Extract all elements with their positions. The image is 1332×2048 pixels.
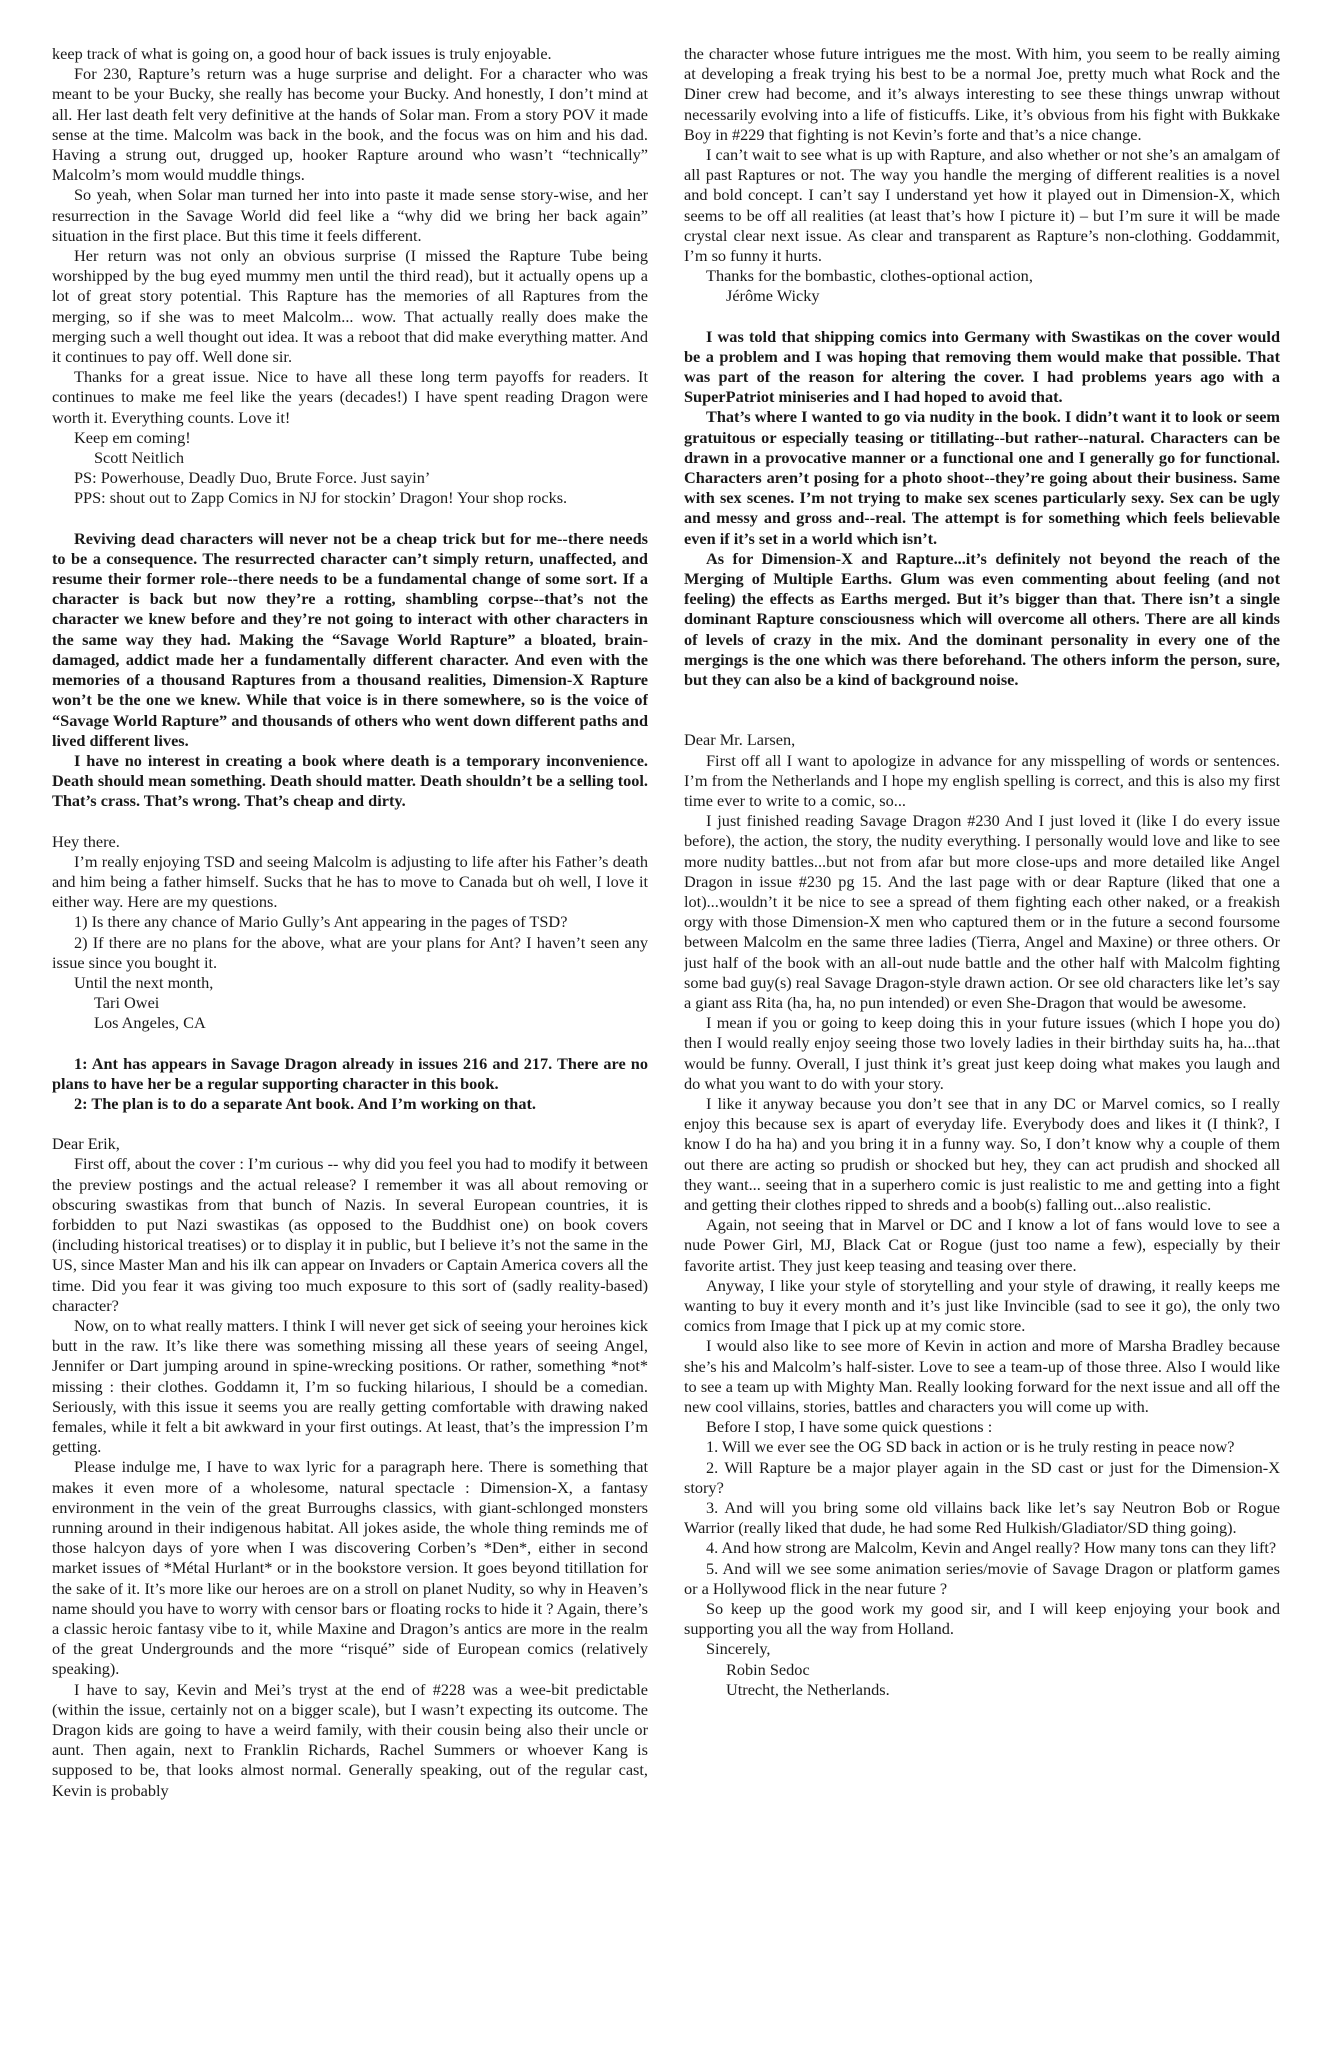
paragraph: Tari Owei (94, 993, 160, 1013)
paragraph: 2. Will Rapture be a major player again in the SD cast or just for the Dimension-X story? (684, 1457, 1280, 1497)
paragraph: Again, not seeing that in Marvel or DC and I know a lot of fans would love to see a nude Power Girl, MJ, Black Cat or Rogue (just too name a few), especially by their favorite artist. They just keep teasing and teasing over there. (684, 1215, 1280, 1275)
paragraph: Anyway, I like your style of storytelling and your style of drawing, it really keeps me wanting to buy it every month and it’s just like Invincible (sad to see it go), the only two comics from Image that I pick up at my comic store. (684, 1275, 1280, 1336)
paragraph: Thanks for the bombastic, clothes-optional action, (706, 266, 1033, 286)
paragraph: So yeah, when Solar man turned her into into paste it made sense story-wise, and her resurrection in the Savage World did feel like a “why did we bring her back again” situation in the first place. But this time it feels different. (52, 185, 648, 245)
paragraph: Scott Neitlich (94, 448, 184, 468)
paragraph-gap (52, 1034, 648, 1054)
right-column (684, 44, 1280, 2034)
paragraph: Now, on to what really matters. I think I will never get sick of seeing your heroines kick butt in the raw. It’s like there was something missing all these years of seeing Angel, Jennifer or Dart jumping around in spine-wrecking positions. Or rather, something *not* missing : their clothes. Goddamn it, I’m so fucking hilarious, I should be a comedian. Seriously, with this issue it seems you are really getting comfortable with drawing naked females, while it felt a bit awkward in your first outings. At least, that’s the impression I’m getting. (52, 1315, 648, 1457)
paragraph: 1) Is there any chance of Mario Gully’s Ant appearing in the pages of TSD? (74, 912, 568, 932)
paragraph: First off all I want to apologize in advance for any misspelling of words or sentences. I’m from the Netherlands and I hope my english spelling is correct, and this is also my first time ever to write to a comic, so... (684, 750, 1280, 810)
paragraph: Robin Sedoc (726, 1659, 810, 1679)
paragraph: 1: Ant has appears in Savage Dragon already in issues 216 and 217. There are no plans to have her be a regular supporting character in this book. (52, 1053, 648, 1093)
paragraph: I have no interest in creating a book where death is a temporary inconvenience. Death should mean something. Death should matter. Death shouldn’t be a selling tool. That’s crass. That’s wrong. That’s cheap and dirty. (52, 750, 648, 811)
paragraph: I like it anyway because you don’t see that in any DC or Marvel comics, so I really enjoy this because sex is apart of everyday life. Everybody does and likes it (I think?, I know I do ha ha) and you bring it in a funny way. So, I don’t know why a couple of them out there are acting so prudish or shocked but hey, they can act prudish and shocked all they want... seeing that in a superhero comic is just realistic to me and getting into a fight and getting their clothes ripped to shreds and a boob(s) falling out...also realistic. (684, 1093, 1280, 1214)
paragraph: the character whose future intrigues me the most. With him, you seem to be really aiming at developing a freak trying his best to be a normal Joe, pretty much what Rock and the Diner crew had become, and it’s always interesting to see these things unwrap without necessarily evolving into a life of fisticuffs. Like, it’s obvious from his fight with Bukkake Boy in #229 that fighting is not Kevin’s forte and that’s a nice change. (684, 44, 1280, 144)
paragraph: 2) If there are no plans for the above, what are your plans for Ant? I haven’t seen any issue since you bought it. (52, 932, 648, 972)
paragraph: 1. Will we ever see the OG SD back in action or is he truly resting in peace now? (706, 1437, 1235, 1457)
paragraph: I was told that shipping comics into Germany with Swastikas on the cover would be a problem and I was hoping that removing them would make that possible. That was part of the reason for altering the cover. I had problems years ago with a SuperPatriot miniseries and I had hoped to avoid that. (684, 326, 1280, 407)
paragraph: Sincerely, (706, 1639, 771, 1659)
paragraph: I can’t wait to see what is up with Rapture, and also whether or not she’s an amalgam of all past Raptures or not. The way you handle the merging of different realities is a novel and bold concept. I can’t say I understand yet how it played out in Dimension-X, which seems to be off all realities (at least that’s how I picture it) – but I’m sure it will be made crystal clear next issue. As clear and transparent as Rapture’s non-clothing. Goddammit, I’m so funny it hurts. (684, 145, 1280, 266)
paragraph: Please indulge me, I have to wax lyric for a paragraph here. There is something that makes it even more of a wholesome, natural spectacle : Dimension-X, a fantasy environment in the vein of the great Burroughs classics, with giant-schlonged monsters running around in their indigenous habitat. All jokes aside, the whole thing reminds me of those halcyon days of yore when I was discovering Corben’s *Den*, either in second market issues of *Métal Hurlant* or in the bookstore version. It goes beyond titillation for the sake of it. It’s more like our heroes are on a stroll on planet Nudity, so why in Heaven’s name should you have to worry with censor bars or floating rocks to hide it ? Again, there’s a classic heroic fantasy vibe to it, while Maxine and Dragon’s antics are more in the realm of the great Undergrounds and the more “risqué” side of European comics (relatively speaking). (52, 1457, 648, 1679)
paragraph: Until the next month, (74, 972, 214, 992)
paragraph: Before I stop, I have some quick questions : (706, 1417, 993, 1437)
left-column (52, 44, 648, 2034)
paragraph: For 230, Rapture’s return was a huge surprise and delight. For a character who was meant to be your Bucky, she really has become your Bucky. And honestly, I don’t mind at all. Her last death felt very definitive at the hands of Solar man. From a story POV it made sense at the time. Malcolm was back in the book, and the focus was on him and his dad. Having a strung out, drugged up, hooker Rapture around who wasn’t “technically” Malcolm’s mom would muddle things. (52, 64, 648, 185)
paragraph: I just finished reading Savage Dragon #230 And I just loved it (like I do every issue before), the action, the story, the nudity everything. I personally would love and like to see more nudity battles...but not from afar but more close-ups and more detailed like Angel Dragon in issue #230 pg 15. And the last page with or dear Rapture (liked that one a lot)...wouldn’t it be nice to see a spread of them fighting each other naked, or a freakish orgy with those Dimension-X men who captured them or in the future a second foursome between Malcolm en the same three ladies (Tierra, Angel and Maxine) or three others. Or just half of the book with an all-out nude battle and the other half with Malcolm fighting some bad guy(s) real Savage Dragon-style drawn action. Or see old characters like let’s say a giant ass Rita (ha, ha, no pun intended) or even She-Dragon that would be awesome. (684, 811, 1280, 1012)
paragraph: 5. And will we see some animation series/movie of Savage Dragon or platform games or a Hollywood flick in the near future ? (684, 1558, 1280, 1598)
paragraph: 3. And will you bring some old villains back like let’s say Neutron Bob or Rogue Warrior (really liked that dude, he had some Red Hulkish/Gladiator/SD thing going). (684, 1498, 1280, 1538)
paragraph: I mean if you or going to keep doing this in your future issues (which I hope you do) then I would really enjoy seeing those two lovely ladies in their birthday suits ha, ha...that would be funny. Overall, I just think it’s great just keep doing what makes you laugh and do what you want to do with your story. (684, 1013, 1280, 1093)
paragraph: Her return was not only an obvious surprise (I missed the Rapture Tube being worshipped by the bug eyed mummy men until the third read), but it actually opens up a lot of great story potential. This Rapture has the memories of all Raptures from the merging, so if she was to meet Malcolm... wow. That actually really does make the merging such a well thought out idea. It was a reboot that did make everything matter. And it continues to pay off. Well done sir. (52, 246, 648, 367)
paragraph: Jérôme Wicky (726, 286, 820, 306)
paragraph-gap (52, 509, 648, 529)
paragraph: As for Dimension-X and Rapture...it’s definitely not beyond the reach of the Merging of Multiple Earths. Glum was even commenting about feeling (and not feeling) the effects as Earths merged. But it’s bigger than that. There isn’t a single dominant Rapture consciousness which will overcome all others. There are all kinds of levels of crazy in the mix. And the dominant personality in every one of the mergings is the one which was there beforehand. The others inform the person, sure, but they can also be a kind of background noise. (684, 548, 1280, 690)
paragraph: Keep em coming! (74, 427, 191, 447)
paragraph: Utrecht, the Netherlands. (726, 1679, 890, 1699)
paragraph: I have to say, Kevin and Mei’s tryst at the end of #228 was a wee-bit predictable (within the issue, certainly not on a bigger scale), but I wasn’t expecting its outcome. The Dragon kids are going to have a weird family, with their cousin being also their uncle or aunt. Then again, next to Franklin Richards, Rachel Summers or whoever Kang is supposed to be, that looks almost normal. Generally speaking, out of the regular cast, Kevin is probably (52, 1679, 648, 1800)
paragraph: Dear Mr. Larsen, (684, 730, 796, 750)
paragraph: keep track of what is going on, a good hour of back issues is truly enjoyable. (52, 44, 552, 63)
paragraph: That’s where I wanted to go via nudity in the book. I didn’t want it to look or seem gratuitous or especially teasing or titillating--but rather--natural. Characters can be drawn in a provocative manner or a functional one and I generally go for functional. Characters aren’t posing for a photo shoot--they’re going about their business. Same with sex scenes. I’m not trying to make sex scenes particularly sexy. Sex can be ugly and messy and gross and--real. The attempt is for something which feels believable even if it’s set in a world which isn’t. (684, 407, 1280, 548)
paragraph: First off, about the cover : I’m curious -- why did you feel you had to modify it between the preview postings and the actual release? I remember it was all about removing or obscuring swastikas from that bunch of Nazis. In several European countries, it is forbidden to put Nazi swastikas (as opposed to the Buddhist one) on book covers (including historical treatises) or to display it in public, but I believe it’s not the same in the US, since Master Man and his ilk can appear on Invaders or Captain America covers all the time. Did you fear it was giving too much exposure to this sort of (sadly reality-based) character? (52, 1154, 648, 1315)
paragraph-gap (684, 307, 1280, 327)
paragraph: So keep up the good work my good sir, and I will keep enjoying your book and supporting you all the way from Holland. (684, 1599, 1280, 1639)
paragraph-gap (684, 710, 1280, 730)
paragraph: PPS: shout out to Zapp Comics in NJ for stockin’ Dragon! Your shop rocks. (74, 488, 568, 508)
paragraph: Reviving dead characters will never not be a cheap trick but for me--there needs to be a consequence. The resurrected character can’t simply return, unaffected, and resume their former role--there needs to be a fundamental change of some sort. If a character is back but now they’re a rotting, shambling corpse--that’s not the character we knew before and they’re not going to interact with other characters in the same way they had. Making the “Savage World Rapture” a bloated, brain-damaged, addict made her a fundamentally different character. And even with the memories of a thousand Raptures from a thousand realities, Dimension-X Rapture won’t be the one we knew. While that voice is in there somewhere, so is the voice of “Savage World Rapture” and thousands of others who went down different paths and lived different lives. (52, 528, 648, 750)
paragraph: I would also like to see more of Kevin in action and more of Marsha Bradley because she’s his and Malcolm’s half-sister. Love to see a team-up of those three. Also I would like to see a team up with Mighty Man. Really looking forward for the next issue and all off the new cool villains, stories, battles and characters you will come up with. (684, 1336, 1280, 1416)
letters-page (52, 44, 1280, 2034)
paragraph: 4. And how strong are Malcolm, Kevin and Angel really? How many tons can they lift? (706, 1538, 1277, 1558)
paragraph: Hey there. (52, 831, 120, 851)
paragraph: Thanks for a great issue. Nice to have all these long term payoffs for readers. It continues to make me feel like the years (decades!) I have spent reading Dragon were worth it. Everything counts. Love it! (52, 367, 648, 427)
paragraph: 2: The plan is to do a separate Ant book. And I’m working on that. (74, 1093, 536, 1113)
paragraph: Los Angeles, CA (94, 1013, 206, 1033)
paragraph: I’m really enjoying TSD and seeing Malcolm is adjusting to life after his Father’s death and him being a father himself. Sucks that he has to move to Canada but oh well, I love it either way. Here are my questions. (52, 851, 648, 912)
paragraph-gap (52, 1114, 648, 1134)
paragraph-gap (52, 812, 648, 832)
paragraph: Dear Erik, (52, 1134, 120, 1154)
paragraph-gap (684, 690, 1280, 710)
paragraph: PS: Powerhouse, Deadly Duo, Brute Force. Just sayin’ (74, 468, 431, 488)
